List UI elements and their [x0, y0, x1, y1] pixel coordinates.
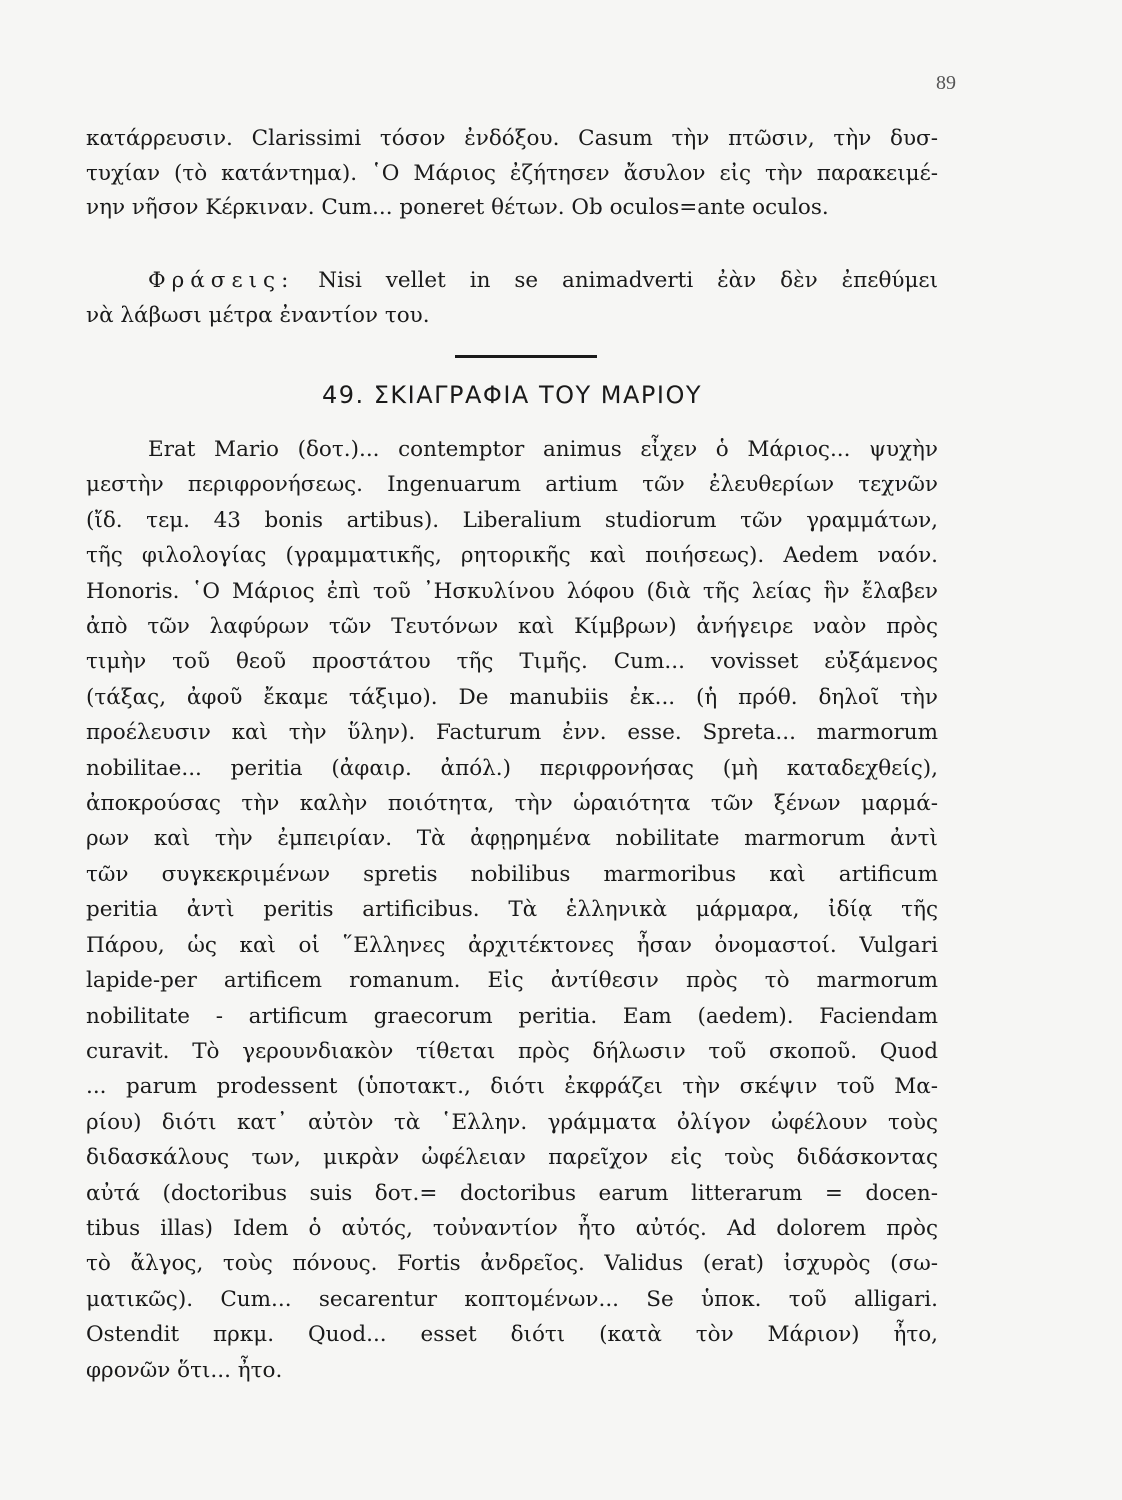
text-line: ἀποκρούσας τὴν καλὴν ποιότητα, τὴν ὡραιότητα τῶν ξένων μαρμά- — [86, 791, 938, 817]
text-line: Πάρου, ὡς καὶ οἱ ῞Ελληνες ἀρχιτέκτονες ἦσαν ὀνομαστοί. Vulgari — [86, 932, 938, 958]
text-line: nobilitae... peritia (ἀφαιρ. ἀπόλ.) περιφρονήσας (μὴ καταδεχθείς), — [86, 755, 938, 781]
body-paragraph — [86, 432, 938, 1388]
text-line: curavit. Τὸ γερουνδιακὸν τίθεται πρὸς δήλωσιν τοῦ σκοποῦ. Quod — [86, 1038, 938, 1064]
text-line: (ἴδ. τεμ. 43 bonis artibus). Liberalium studiorum τῶν γραμμάτων, — [86, 507, 938, 533]
text-line: τιμὴν τοῦ θεοῦ προστάτου τῆς Τιμῆς. Cum... vovisset εὐξάμενος — [86, 649, 938, 675]
text-line: νην νῆσον Κέρκιναν. Cum... poneret θέτων. Ob oculos=ante oculos. — [86, 195, 829, 220]
text-line: Honoris. ῾Ο Μάριος ἐπὶ τοῦ ᾿Ησκυλίνου λόφου (διὰ τῆς λείας ἣν ἔλαβεν — [86, 578, 938, 604]
phrases-paragraph — [86, 264, 938, 333]
text-line: Erat Mario (δοτ.)... contemptor animus εἶχεν ὁ Μάριος... ψυχὴν — [148, 437, 938, 462]
text-line: ἀπὸ τῶν λαφύρων τῶν Τευτόνων καὶ Κίμβρων) ἀνήγειρε ναὸν πρὸς — [86, 614, 938, 640]
text-line: τῶν συγκεκριμένων spretis nobilibus marmoribus καὶ artificum — [86, 861, 938, 887]
text-line: Ostendit πρκμ. Quod... esset διότι (κατὰ τὸν Μάριον) ἦτο, — [86, 1322, 938, 1348]
text-line: τὸ ἄλγος, τοὺς πόνους. Fortis ἀνδρεῖος. Validus (erat) ἰσχυρὸς (σω- — [86, 1251, 938, 1277]
text-line: nobilitate - artificum graecorum peritia. Eam (aedem). Faciendam — [86, 1003, 938, 1029]
text-line: ματικῶς). Cum... secarentur κοπτομένων... Se ὑποκ. τοῦ alligari. — [86, 1286, 938, 1312]
text-line: κατάρρευσιν. Clarissimi τόσον ἐνδόξου. Casum τὴν πτῶσιν, τὴν δυσ- — [86, 126, 938, 151]
text-line: peritia ἀντὶ peritis artificibus. Τὰ ἑλληνικὰ μάρμαρα, ἰδίᾳ τῆς — [86, 897, 938, 923]
text-line: προέλευσιν καὶ τὴν ὕλην). Facturum ἐνν. esse. Spreta... marmorum — [86, 720, 938, 746]
text-line: ρων καὶ τὴν ἐμπειρίαν. Τὰ ἀφῃρημένα nobilitate marmorum ἀντὶ — [86, 826, 938, 852]
text-line: διδασκάλους των, μικρὰν ὠφέλειαν παρεῖχον εἰς τοὺς διδάσκοντας — [86, 1145, 938, 1171]
text-line: tibus illas) Idem ὁ αὐτός, τοὐναντίον ἦτο αὐτός. Ad dolorem πρὸς — [86, 1215, 938, 1241]
phrases-label: Φράσεις: — [148, 268, 295, 293]
text-line: τυχίαν (τὸ κατάντημα). ῾Ο Μάριος ἐζήτησεν ἄσυλον εἰς τὴν παρακειμέ- — [86, 160, 938, 186]
section-divider — [455, 355, 597, 358]
text-line: lapide-per artificem romanum. Εἰς ἀντίθεσιν πρὸς τὸ marmorum — [86, 968, 938, 994]
text-line — [86, 264, 938, 299]
phrases-text: Nisi vellet in se animadverti ἐὰν δὲν ἐπεθύμει — [318, 268, 938, 293]
text-line: μεστὴν περιφρονήσεως. Ingenuarum artium τῶν ἐλευθερίων τεχνῶν — [86, 472, 938, 498]
text-line: (τάξας, ἀφοῦ ἔκαμε τάξιμο). De manubiis ἐκ... (ἡ πρόθ. δηλοῖ τὴν — [86, 684, 938, 710]
top-paragraph — [86, 122, 938, 226]
text-line: ... parum prodessent (ὑποτακτ., διότι ἐκφράζει τὴν σκέψιν τοῦ Μα- — [86, 1074, 938, 1100]
text-line: τῆς φιλολογίας (γραμματικῆς, ρητορικῆς καὶ ποιήσεως). Aedem ναόν. — [86, 543, 938, 569]
text-line: φρονῶν ὅτι... ἦτο. — [86, 1357, 283, 1383]
text-line: νὰ λάβωσι μέτρα ἐναντίον του. — [86, 302, 430, 328]
text-line: αὐτά (doctoribus suis δοτ.= doctoribus earum litterarum = docen- — [86, 1180, 938, 1206]
section-heading: 49. ΣΚΙΑΓΡΑΦΙΑ ΤΟΥ ΜΑΡΙΟΥ — [321, 381, 703, 409]
page-number: 89 — [936, 72, 956, 94]
text-line: ρίου) διότι κατ᾿ αὐτὸν τὰ ῾Ελλην. γράμματα ὀλίγον ὠφέλουν τοὺς — [86, 1109, 938, 1135]
